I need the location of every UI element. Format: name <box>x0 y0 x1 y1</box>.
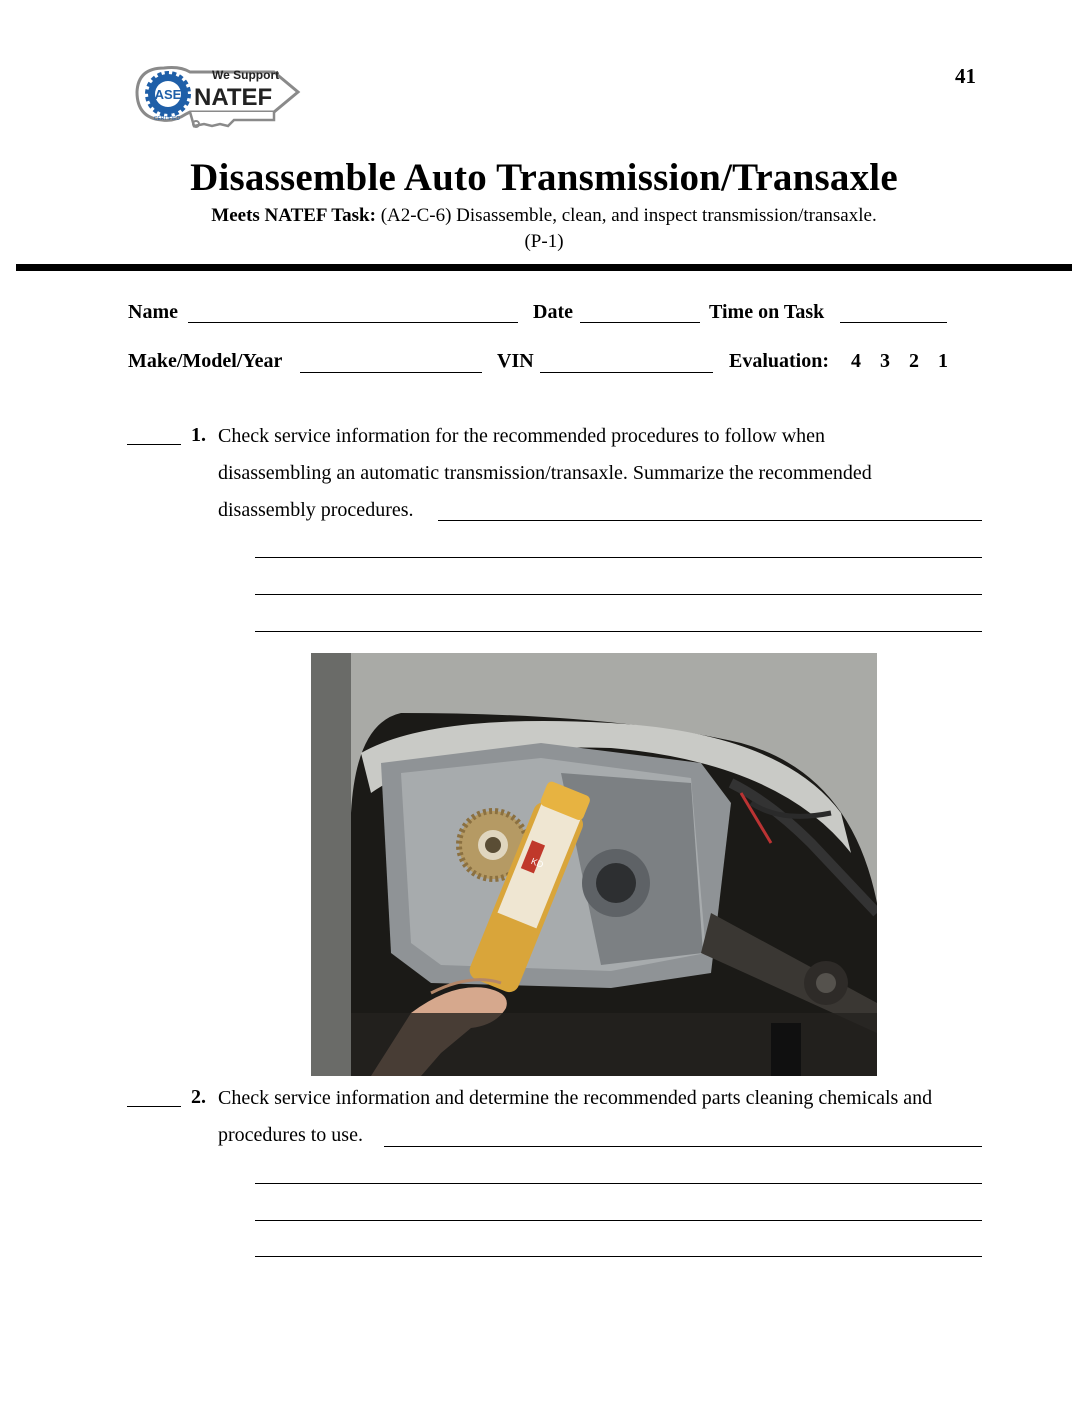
question-1-line-1: Check service information for the recommended procedures to follow when <box>218 425 826 447</box>
header-divider <box>16 264 1072 271</box>
name-label: Name <box>128 301 178 323</box>
natef-logo <box>134 62 304 142</box>
answer-1-line-3[interactable] <box>255 594 982 595</box>
task-label: Meets NATEF Task: <box>211 205 376 226</box>
date-label: Date <box>533 301 573 323</box>
question-1-line-2: disassembling an automatic transmission/transaxle. Summarize the recommended <box>218 462 872 484</box>
question-1-line-3: disassembly procedures. <box>218 499 414 521</box>
evaluation-score-1[interactable]: 1 <box>938 350 948 372</box>
ase-sub-text: CERTIFIED <box>153 116 181 122</box>
question-1-text <box>218 418 872 529</box>
task-priority: (P-1) <box>524 231 564 252</box>
evaluation-score-4[interactable]: 4 <box>851 350 861 372</box>
answer-1-line-1[interactable] <box>438 520 982 521</box>
question-2-check-line[interactable] <box>127 1106 181 1107</box>
answer-1-line-4[interactable] <box>255 631 982 632</box>
page-number: 41 <box>955 64 976 88</box>
answer-2-line-2[interactable] <box>255 1183 982 1184</box>
answer-2-line-4[interactable] <box>255 1256 982 1257</box>
make-model-year-field[interactable] <box>300 372 482 373</box>
question-2-line-2: procedures to use. <box>218 1124 363 1146</box>
answer-2-line-1[interactable] <box>384 1146 982 1147</box>
answer-1-line-2[interactable] <box>255 557 982 558</box>
evaluation-label: Evaluation: <box>729 350 830 372</box>
question-2-line-1: Check service information and determine the recommended parts cleaning chemicals and <box>218 1087 933 1109</box>
logo-tagline: We Support <box>212 68 280 82</box>
question-1-number: 1. <box>191 424 206 446</box>
vin-label: VIN <box>497 350 534 372</box>
answer-2-line-3[interactable] <box>255 1220 982 1221</box>
question-1-check-line[interactable] <box>127 444 181 445</box>
ase-badge-text: ASE <box>154 87 182 102</box>
page-title: Disassemble Auto Transmission/Transaxle <box>190 156 898 199</box>
evaluation-score-2[interactable]: 2 <box>909 350 919 372</box>
time-on-task-label: Time on Task <box>709 301 825 323</box>
task-description: (A2-C-6) Disassemble, clean, and inspect transmission/transaxle. <box>375 205 877 226</box>
task-subtitle <box>0 203 1088 255</box>
question-2-text <box>218 1080 932 1154</box>
spray-can-label: KD <box>529 855 545 870</box>
evaluation-scores <box>851 350 948 373</box>
time-on-task-field[interactable] <box>840 322 947 323</box>
make-model-year-label: Make/Model/Year <box>128 350 283 372</box>
name-field[interactable] <box>188 322 518 323</box>
logo-brand: NATEF <box>194 84 273 111</box>
question-2-number: 2. <box>191 1086 206 1108</box>
date-field[interactable] <box>580 322 700 323</box>
transmission-photo <box>311 653 877 1076</box>
evaluation-score-3[interactable]: 3 <box>880 350 890 372</box>
vin-field[interactable] <box>540 372 713 373</box>
